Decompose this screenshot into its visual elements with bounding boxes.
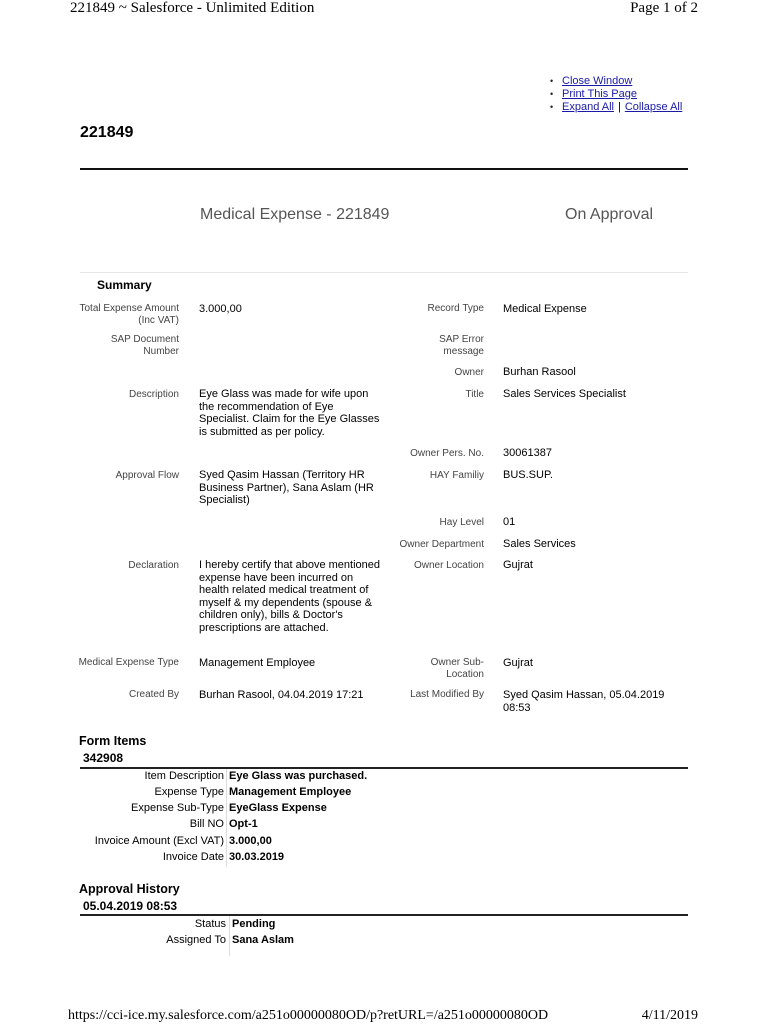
item-description-label: Item Description [144, 770, 224, 782]
print-header-page: Page 1 of 2 [630, 0, 698, 16]
title-divider [80, 168, 688, 170]
page-title: 221849 [80, 124, 134, 141]
item-description-value: Eye Glass was purchased. [229, 770, 368, 782]
invoice-amount-value: 3.000,00 [229, 835, 272, 847]
print-header-title: 221849 ~ Salesforce - Unlimited Edition [70, 0, 315, 16]
form-items-divider [80, 767, 688, 769]
expense-sub-type-label: Expense Sub-Type [131, 802, 224, 814]
invoice-date-value: 30.03.2019 [229, 851, 285, 863]
approval-history-title: Approval History [79, 882, 180, 896]
total-expense-label: Total Expense Amount (Inc VAT) [79, 303, 179, 326]
owner-pers-no-label: Owner Pers. No. [410, 448, 484, 459]
invoice-amount-label: Invoice Amount (Excl VAT) [94, 835, 224, 847]
owner-location-label: Owner Location [413, 560, 484, 571]
approval-date: 05.04.2019 08:53 [83, 899, 178, 913]
approval-flow-value: Syed Qasim Hassan (Territory HR Business Partner), Sana Aslam (HR Specialist) [199, 469, 374, 506]
print-footer-url: https://cci-ice.my.salesforce.com/a251o00000080OD/p?retURL=/a251o00000080OD [68, 1008, 549, 1023]
summary-section-title: Summary [97, 278, 152, 292]
approval-column-line [229, 916, 230, 956]
owner-pers-no-value: 30061387 [503, 447, 552, 459]
last-modified-value: Syed Qasim Hassan, 05.04.2019 08:53 [503, 689, 665, 714]
owner-label: Owner [454, 367, 484, 378]
total-expense-value: 3.000,00 [199, 303, 242, 315]
print-this-page-link[interactable]: Print This Page [562, 88, 638, 100]
close-window-row [550, 75, 682, 88]
status-label: Status [194, 918, 226, 930]
top-links [550, 75, 682, 114]
created-by-value: Burhan Rasool, 04.04.2019 17:21 [199, 689, 364, 701]
expand-collapse-row [550, 101, 682, 114]
bullet-icon: • [550, 89, 554, 99]
created-by-label: Created By [128, 689, 179, 700]
approval-divider [80, 914, 688, 916]
bullet-icon: • [550, 76, 554, 86]
print-footer-date: 4/11/2019 [641, 1008, 698, 1023]
form-items-column-line [226, 769, 227, 867]
record-status: On Approval [565, 206, 654, 223]
sap-document-label: SAP Document Number [110, 334, 179, 357]
expand-all-link[interactable]: Expand All [562, 101, 614, 113]
bill-no-value: Opt-1 [229, 818, 258, 830]
owner-department-label: Owner Department [399, 539, 484, 550]
sap-error-label: SAP Error message [439, 334, 484, 357]
link-separator: | [617, 101, 621, 113]
record-type-value: Medical Expense [503, 303, 587, 315]
description-label: Description [128, 389, 179, 400]
approval-flow-label: Approval Flow [115, 470, 179, 481]
bill-no-label: Bill NO [189, 818, 224, 830]
print-page-row [550, 88, 682, 101]
owner-location-value: Gujrat [503, 559, 533, 571]
assigned-to-label: Assigned To [166, 934, 226, 946]
detail-divider [80, 272, 688, 273]
medical-expense-type-label: Medical Expense Type [78, 657, 179, 668]
title-label: Title [465, 389, 484, 400]
owner-value: Burhan Rasool [503, 366, 576, 378]
form-item-number: 342908 [83, 751, 124, 765]
medical-expense-type-value: Management Employee [199, 657, 316, 669]
close-window-link[interactable]: Close Window [562, 75, 633, 87]
invoice-date-label: Invoice Date [162, 851, 224, 863]
hay-family-label: HAY Familiy [429, 470, 484, 481]
last-modified-label: Last Modified By [410, 689, 484, 700]
assigned-to-value: Sana Aslam [232, 934, 294, 946]
collapse-all-link[interactable]: Collapse All [624, 101, 683, 113]
bullet-icon: • [550, 102, 554, 112]
description-value: Eye Glass was made for wife upon the recommendation of Eye Specialist. Claim for the Eye Glasses is submitted as per policy. [199, 388, 380, 438]
expense-sub-type-value: EyeGlass Expense [229, 802, 327, 814]
record-type-label: Record Type [427, 303, 484, 314]
title-value: Sales Services Specialist [503, 388, 626, 400]
expense-type-value: Management Employee [229, 786, 352, 798]
hay-family-value: BUS.SUP. [503, 469, 553, 481]
form-items-title: Form Items [79, 734, 147, 748]
owner-sub-location-value: Gujrat [503, 657, 533, 669]
owner-sub-location-label: Owner Sub-Location [430, 657, 484, 680]
status-badge: Pending [232, 918, 276, 930]
hay-level-value: 01 [503, 516, 516, 528]
declaration-label: Declaration [128, 560, 179, 571]
hay-level-label: Hay Level [439, 517, 484, 528]
owner-department-value: Sales Services [503, 538, 576, 550]
detail-title: Medical Expense - 221849 [200, 206, 390, 223]
expense-type-label: Expense Type [154, 786, 224, 798]
declaration-value: I hereby certify that above mentioned expense have been incurred on health related medical treatment of myself & my dependents (spouse & children only), bills & Doctor's prescriptions are attached. [199, 559, 380, 634]
